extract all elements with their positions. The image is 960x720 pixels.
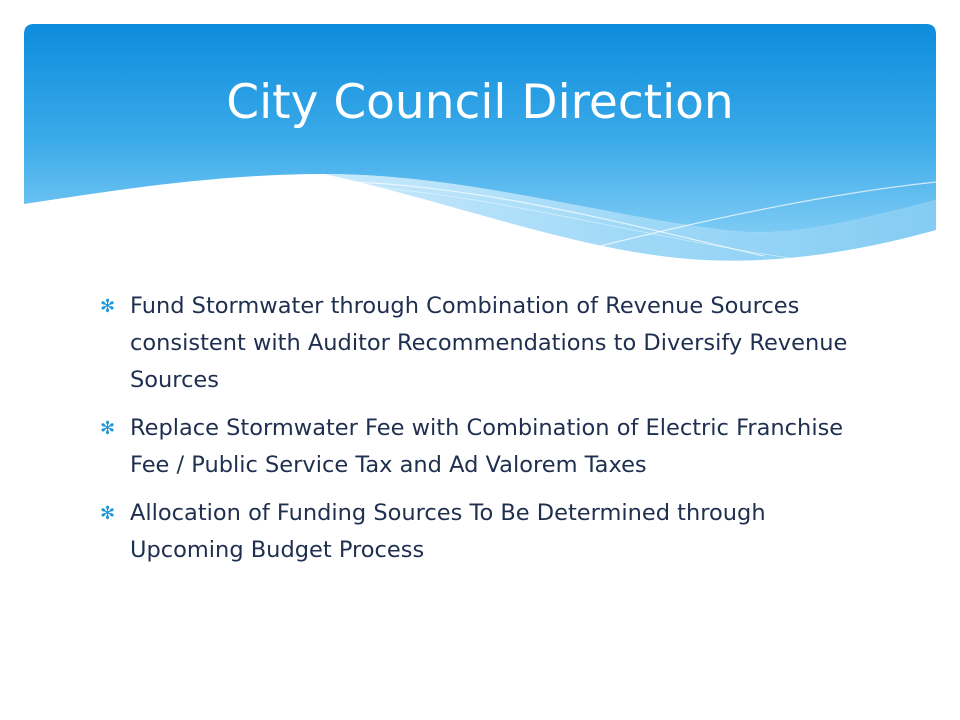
bullet-list: [96, 288, 886, 580]
title-header-band: [24, 24, 936, 274]
slide-title: City Council Direction: [226, 75, 734, 130]
asterisk-bullet-icon: ✻: [100, 296, 116, 317]
bullet-item: [96, 410, 886, 484]
asterisk-bullet-icon: ✻: [100, 418, 116, 439]
bullet-item: [96, 288, 886, 399]
bullet-text: Allocation of Funding Sources To Be Determined through Upcoming Budget Process: [130, 500, 766, 563]
asterisk-bullet-icon: ✻: [100, 503, 116, 524]
header-wave-graphic: [24, 24, 936, 274]
bullet-text: Replace Stormwater Fee with Combination of Electric Franchise Fee / Public Service Tax and Ad Valorem Taxes: [130, 415, 844, 478]
bullet-text: Fund Stormwater through Combination of Revenue Sources consistent with Auditor Recommendations to Diversify Revenue Sources: [130, 293, 848, 393]
bullet-item: [96, 495, 886, 569]
